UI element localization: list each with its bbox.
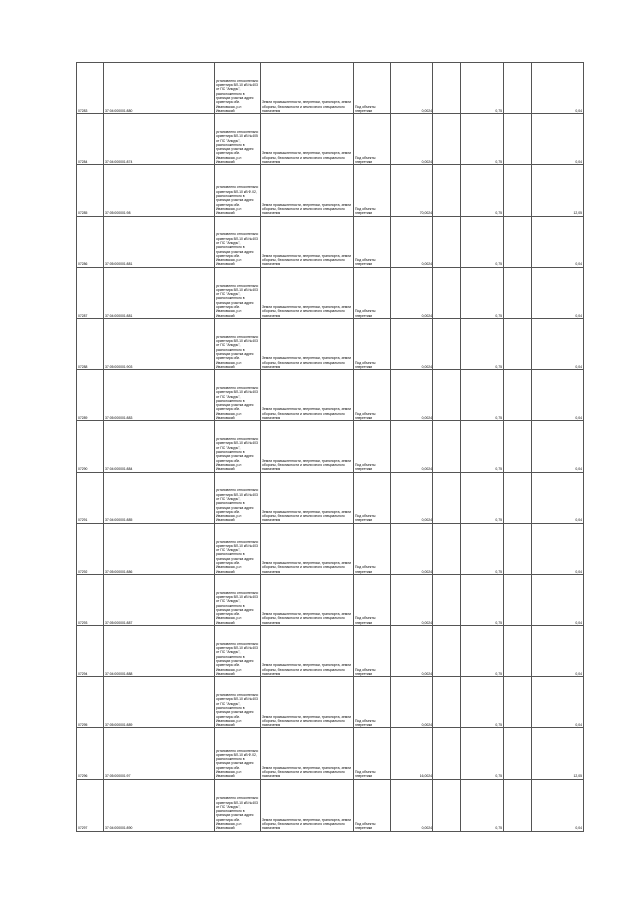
tax-rate-text: 0,75 xyxy=(495,826,502,831)
cadastral-number-cell xyxy=(104,63,215,114)
table-row xyxy=(77,63,584,114)
area-cell xyxy=(391,472,433,523)
cadastral-number-text: 37:04:000001:885 xyxy=(105,518,133,523)
table-row xyxy=(77,677,584,728)
table-row xyxy=(77,421,584,472)
tax-amount-cell xyxy=(532,267,584,318)
empty-cell xyxy=(433,523,461,574)
land-category-text: Земли промышленности, энергетики, транспорта, земли обороны, безопасности и земли иного специального назначения xyxy=(262,817,352,831)
area-cell xyxy=(391,114,433,165)
empty-cell xyxy=(433,216,461,267)
tax-rate-text: 0,75 xyxy=(495,620,502,625)
location-description-text: установлено относительно ориентира ВЛ-10 кВ №403 от ПС "Анкурь", расположенного в границах участка адрес ориентира обл. Ивановская, р-н Ивановский xyxy=(216,283,259,318)
location-description-cell xyxy=(215,267,261,318)
permitted-use-text: Под объекты энергетики xyxy=(355,667,376,676)
row-number-text: 07292 xyxy=(78,569,88,574)
row-number-cell xyxy=(77,728,104,779)
empty-cell xyxy=(504,779,532,831)
cadastral-number-text: 37:04:000001:884 xyxy=(105,467,133,472)
land-category-text: Земли промышленности, энергетики, транспорта, земли обороны, безопасности и земли иного специального назначения xyxy=(262,202,352,216)
cadastral-number-text: 37:04:000001:890 xyxy=(105,826,133,831)
area-cell xyxy=(391,421,433,472)
permitted-use-text: Под объекты энергетики xyxy=(355,770,376,779)
land-category-cell xyxy=(261,626,354,677)
empty-cell xyxy=(504,677,532,728)
location-description-cell xyxy=(215,523,261,574)
tax-amount-cell xyxy=(532,523,584,574)
location-description-text: установлено относительно ориентира ВЛ-10 кВ №403 от ПС "Анкурь", расположенного в границах участка адрес ориентира обл. Ивановская, р-н Ивановский xyxy=(216,590,259,625)
empty-cell xyxy=(504,523,532,574)
tax-amount-text: 0,04 xyxy=(575,518,582,523)
cadastral-number-cell xyxy=(104,216,215,267)
empty-cell xyxy=(433,626,461,677)
area-cell xyxy=(391,574,433,625)
row-number-cell xyxy=(77,626,104,677)
area-text: 0,0024 xyxy=(421,518,432,523)
cadastral-number-cell xyxy=(104,677,215,728)
tax-rate-cell xyxy=(461,779,504,831)
row-number-cell xyxy=(77,318,104,369)
location-description-cell xyxy=(215,779,261,831)
area-text: 0,0024 xyxy=(421,826,432,831)
land-category-text: Земли промышленности, энергетики, транспорта, земли обороны, безопасности и земли иного специального назначения xyxy=(262,612,352,625)
tax-rate-text: 0,75 xyxy=(495,723,502,728)
table-row xyxy=(77,318,584,369)
empty-cell xyxy=(433,318,461,369)
table-row xyxy=(77,574,584,625)
area-cell xyxy=(391,728,433,779)
row-number-text: 07283 xyxy=(78,108,88,113)
permitted-use-text: Под объекты энергетики xyxy=(355,360,376,369)
table-row xyxy=(77,472,584,523)
tax-amount-cell xyxy=(532,779,584,831)
tax-amount-cell xyxy=(532,472,584,523)
tax-amount-text: 0,04 xyxy=(575,620,582,625)
land-category-text: Земли промышленности, энергетики, транспорта, земли обороны, безопасности и земли иного специального назначения xyxy=(262,458,352,472)
land-category-cell xyxy=(261,216,354,267)
land-category-text: Земли промышленности, энергетики, транспорта, земли обороны, безопасности и земли иного специального назначения xyxy=(262,509,352,523)
land-category-cell xyxy=(261,472,354,523)
land-category-cell xyxy=(261,165,354,216)
location-description-text: установлено относительно ориентира ВЛ-10 кВ №403 от ПС "Анкурь", расположенного в границах участка адрес ориентира обл. Ивановская, р-н Ивановский xyxy=(216,488,259,523)
tax-amount-text: 0,04 xyxy=(575,723,582,728)
tax-amount-cell xyxy=(532,370,584,421)
row-number-text: 07295 xyxy=(78,723,88,728)
cadastral-number-cell xyxy=(104,421,215,472)
location-description-cell xyxy=(215,677,261,728)
row-number-text: 07286 xyxy=(78,262,88,267)
area-text: 0,0024 xyxy=(421,262,432,267)
row-number-text: 07287 xyxy=(78,313,88,318)
tax-amount-text: 12,05 xyxy=(573,774,582,779)
permitted-use-cell xyxy=(354,267,391,318)
empty-cell xyxy=(433,779,461,831)
location-description-cell xyxy=(215,63,261,114)
area-text: 0,0024 xyxy=(421,416,432,421)
cadastral-number-text: 37:05:000001:903 xyxy=(105,364,133,369)
row-number-cell xyxy=(77,216,104,267)
cadastral-number-text: 37:05:000001:887 xyxy=(105,620,133,625)
empty-cell xyxy=(504,728,532,779)
tax-rate-text: 0,75 xyxy=(495,416,502,421)
row-number-cell xyxy=(77,114,104,165)
tax-amount-text: 0,04 xyxy=(575,569,582,574)
cadastral-number-cell xyxy=(104,472,215,523)
permitted-use-text: Под объекты энергетики xyxy=(355,104,376,113)
permitted-use-cell xyxy=(354,216,391,267)
empty-cell xyxy=(433,677,461,728)
land-category-text: Земли промышленности, энергетики, транспорта, земли обороны, безопасности и земли иного специального назначения xyxy=(262,765,352,779)
tax-rate-cell xyxy=(461,370,504,421)
tax-amount-cell xyxy=(532,574,584,625)
empty-cell xyxy=(504,421,532,472)
area-cell xyxy=(391,370,433,421)
land-category-text: Земли промышленности, энергетики, транспорта, земли обороны, безопасности и земли иного специального назначения xyxy=(262,407,352,421)
area-cell xyxy=(391,216,433,267)
land-tax-table-page xyxy=(76,62,582,832)
area-text: 0,0024 xyxy=(421,620,432,625)
location-description-text: установлено относительно ориентира ВЛ-10 кВ №403 от ПС "Анкурь", расположенного в границах участка адрес ориентира обл. Ивановская, р-н Ивановский xyxy=(216,796,259,831)
tax-rate-text: 0,75 xyxy=(495,160,502,165)
tax-rate-cell xyxy=(461,216,504,267)
table-row xyxy=(77,728,584,779)
cadastral-number-text: 37:04:000001:888 xyxy=(105,671,133,676)
row-number-text: 07297 xyxy=(78,826,88,831)
area-cell xyxy=(391,626,433,677)
empty-cell xyxy=(504,574,532,625)
land-category-text: Земли промышленности, энергетики, транспорта, земли обороны, безопасности и земли иного специального назначения xyxy=(262,560,352,574)
land-category-cell xyxy=(261,523,354,574)
row-number-text: 07291 xyxy=(78,518,88,523)
permitted-use-text: Под объекты энергетики xyxy=(355,258,376,267)
table-row xyxy=(77,267,584,318)
location-description-text: установлено относительно ориентира ВЛ-10 кВ №403 от ПС "Анкурь", расположенного в границах участка адрес ориентира обл. Ивановская, р-н Ивановский xyxy=(216,385,259,421)
tax-rate-text: 0,75 xyxy=(495,671,502,676)
tax-amount-text: 0,04 xyxy=(575,313,582,318)
row-number-cell xyxy=(77,370,104,421)
area-cell xyxy=(391,318,433,369)
land-category-cell xyxy=(261,370,354,421)
land-category-text: Земли промышленности, энергетики, транспорта, земли обороны, безопасности и земли иного специального назначения xyxy=(262,356,352,369)
tax-rate-cell xyxy=(461,114,504,165)
tax-amount-text: 0,04 xyxy=(575,826,582,831)
empty-cell xyxy=(433,728,461,779)
tax-rate-cell xyxy=(461,63,504,114)
row-number-cell xyxy=(77,574,104,625)
cadastral-number-text: 37:05:000001:98 xyxy=(105,211,131,216)
tax-amount-cell xyxy=(532,165,584,216)
area-text: 0,0024 xyxy=(421,108,432,113)
area-text: 0,0024 xyxy=(421,671,432,676)
tax-amount-text: 0,04 xyxy=(575,467,582,472)
area-text: 0,0024 xyxy=(421,467,432,472)
location-description-cell xyxy=(215,370,261,421)
table-row xyxy=(77,370,584,421)
area-text: 0,0024 xyxy=(421,569,432,574)
land-category-cell xyxy=(261,677,354,728)
permitted-use-cell xyxy=(354,114,391,165)
table-row xyxy=(77,165,584,216)
permitted-use-text: Под объекты энергетики xyxy=(355,616,376,625)
tax-amount-text: 0,04 xyxy=(575,671,582,676)
location-description-cell xyxy=(215,114,261,165)
area-text: 0,0024 xyxy=(421,364,432,369)
location-description-cell xyxy=(215,421,261,472)
permitted-use-text: Под объекты энергетики xyxy=(355,514,376,523)
empty-cell xyxy=(433,267,461,318)
empty-cell xyxy=(504,267,532,318)
row-number-cell xyxy=(77,267,104,318)
area-cell xyxy=(391,779,433,831)
row-number-cell xyxy=(77,165,104,216)
cadastral-number-cell xyxy=(104,318,215,369)
table-body xyxy=(77,63,584,832)
cadastral-number-cell xyxy=(104,574,215,625)
land-category-text: Земли промышленности, энергетики, транспорта, земли обороны, безопасности и земли иного специального назначения xyxy=(262,253,352,267)
land-category-cell xyxy=(261,779,354,831)
area-cell xyxy=(391,677,433,728)
empty-cell xyxy=(504,216,532,267)
empty-cell xyxy=(433,472,461,523)
row-number-text: 07284 xyxy=(78,160,88,165)
row-number-cell xyxy=(77,677,104,728)
permitted-use-cell xyxy=(354,165,391,216)
location-description-cell xyxy=(215,165,261,216)
table-row xyxy=(77,779,584,831)
permitted-use-cell xyxy=(354,523,391,574)
location-description-cell xyxy=(215,574,261,625)
cadastral-number-text: 37:04:000001:874 xyxy=(105,160,133,165)
tax-amount-text: 0,04 xyxy=(575,108,582,113)
table-row xyxy=(77,114,584,165)
empty-cell xyxy=(433,165,461,216)
empty-cell xyxy=(504,114,532,165)
tax-rate-cell xyxy=(461,728,504,779)
land-category-cell xyxy=(261,574,354,625)
tax-rate-cell xyxy=(461,574,504,625)
permitted-use-cell xyxy=(354,421,391,472)
land-category-cell xyxy=(261,318,354,369)
tax-rate-text: 0,75 xyxy=(495,262,502,267)
permitted-use-cell xyxy=(354,370,391,421)
permitted-use-text: Под объекты энергетики xyxy=(355,462,376,472)
tax-rate-cell xyxy=(461,318,504,369)
permitted-use-text: Под объекты энергетики xyxy=(355,155,376,165)
tax-rate-text: 0,75 xyxy=(495,518,502,523)
cadastral-number-text: 37:05:000001:889 xyxy=(105,723,133,728)
area-text: 0,0024 xyxy=(421,160,432,165)
cadastral-number-text: 37:05:000001:97 xyxy=(105,774,131,779)
tax-rate-text: 0,75 xyxy=(495,364,502,369)
permitted-use-cell xyxy=(354,63,391,114)
location-description-cell xyxy=(215,626,261,677)
land-category-text: Земли промышленности, энергетики, транспорта, земли обороны, безопасности и земли иного специального назначения xyxy=(262,151,352,165)
tax-rate-cell xyxy=(461,165,504,216)
cadastral-number-cell xyxy=(104,523,215,574)
row-number-text: 07293 xyxy=(78,620,88,625)
empty-cell xyxy=(504,318,532,369)
permitted-use-text: Под объекты энергетики xyxy=(355,206,376,216)
permitted-use-cell xyxy=(354,779,391,831)
area-cell xyxy=(391,523,433,574)
tax-amount-text: 0,04 xyxy=(575,160,582,165)
empty-cell xyxy=(504,370,532,421)
cadastral-number-text: 37:04:000001:881 xyxy=(105,313,133,318)
tax-amount-cell xyxy=(532,63,584,114)
tax-rate-cell xyxy=(461,267,504,318)
land-category-cell xyxy=(261,63,354,114)
tax-amount-cell xyxy=(532,421,584,472)
row-number-cell xyxy=(77,421,104,472)
tax-rate-cell xyxy=(461,472,504,523)
permitted-use-cell xyxy=(354,728,391,779)
permitted-use-cell xyxy=(354,574,391,625)
tax-rate-cell xyxy=(461,523,504,574)
empty-cell xyxy=(433,370,461,421)
location-description-cell xyxy=(215,216,261,267)
tax-rate-text: 0,75 xyxy=(495,774,502,779)
row-number-cell xyxy=(77,472,104,523)
tax-rate-text: 0,75 xyxy=(495,313,502,318)
tax-amount-cell xyxy=(532,318,584,369)
row-number-text: 07289 xyxy=(78,416,88,421)
location-description-text: установлено относительно ориентира ВЛ-10 кВ Ф.02, расположенного в границах участка адрес ориентира обл. Ивановская, р-н Ивановский xyxy=(216,185,259,216)
permitted-use-text: Под объекты энергетики xyxy=(355,565,376,574)
empty-cell xyxy=(504,165,532,216)
location-description-text: установлено относительно ориентира ВЛ-10 кВ №405 от ПС "Анкурь", расположенного в границах участка адрес ориентира обл. Ивановская, р-н Ивановский xyxy=(216,130,259,165)
tax-amount-cell xyxy=(532,216,584,267)
cadastral-number-cell xyxy=(104,626,215,677)
tax-amount-cell xyxy=(532,728,584,779)
cadastral-number-text: 37:04:000001:880 xyxy=(105,108,133,113)
row-number-text: 07285 xyxy=(78,211,88,216)
location-description-text: установлено относительно ориентира ВЛ-10 кВ Ф.02, расположенного в границах участка адрес ориентира обл. Ивановская, р-н Ивановский xyxy=(216,748,259,779)
row-number-text: 07294 xyxy=(78,671,88,676)
tax-rate-text: 0,75 xyxy=(495,467,502,472)
permitted-use-cell xyxy=(354,626,391,677)
row-number-text: 07290 xyxy=(78,467,88,472)
row-number-cell xyxy=(77,63,104,114)
tax-amount-cell xyxy=(532,114,584,165)
cadastral-number-text: 37:05:000001:881 xyxy=(105,262,133,267)
table-row xyxy=(77,523,584,574)
land-category-text: Земли промышленности, энергетики, транспорта, земли обороны, безопасности и земли иного специального назначения xyxy=(262,663,352,676)
empty-cell xyxy=(433,574,461,625)
cadastral-number-text: 37:05:000001:886 xyxy=(105,569,133,574)
land-category-cell xyxy=(261,728,354,779)
land-category-cell xyxy=(261,421,354,472)
tax-rate-cell xyxy=(461,421,504,472)
location-description-text: установлено относительно ориентира ВЛ-10 кВ №403 от ПС "Анкурь", расположенного в границах участка адрес ориентира обл. Ивановская, р-н Ивановский xyxy=(216,437,259,472)
tax-amount-cell xyxy=(532,677,584,728)
location-description-text: установлено относительно ориентира ВЛ-10 кВ №403 от ПС "Анкурь", расположенного в границах участка адрес ориентира обл. Ивановская, р-н Ивановский xyxy=(216,78,259,113)
empty-cell xyxy=(504,63,532,114)
empty-cell xyxy=(504,626,532,677)
row-number-text: 07296 xyxy=(78,774,88,779)
permitted-use-text: Под объекты энергетики xyxy=(355,411,376,421)
cadastral-number-text: 37:05:000001:883 xyxy=(105,416,133,421)
permitted-use-text: Под объекты энергетики xyxy=(355,718,376,728)
empty-cell xyxy=(433,114,461,165)
cadastral-number-cell xyxy=(104,779,215,831)
cadastral-number-cell xyxy=(104,370,215,421)
row-number-cell xyxy=(77,779,104,831)
area-text: 70,0024 xyxy=(419,211,432,216)
land-category-text: Земли промышленности, энергетики, транспорта, земли обороны, безопасности и земли иного специального назначения xyxy=(262,714,352,728)
table-row xyxy=(77,216,584,267)
area-text: 0,0024 xyxy=(421,313,432,318)
land-category-text: Земли промышленности, энергетики, транспорта, земли обороны, безопасности и земли иного специального назначения xyxy=(262,100,352,113)
cadastral-number-cell xyxy=(104,114,215,165)
land-plots-table xyxy=(76,62,584,832)
location-description-cell xyxy=(215,472,261,523)
row-number-text: 07288 xyxy=(78,364,88,369)
tax-amount-cell xyxy=(532,626,584,677)
tax-amount-text: 12,05 xyxy=(573,211,582,216)
tax-rate-text: 0,75 xyxy=(495,108,502,113)
area-cell xyxy=(391,267,433,318)
area-cell xyxy=(391,165,433,216)
permitted-use-cell xyxy=(354,677,391,728)
area-text: 0,0024 xyxy=(421,723,432,728)
cadastral-number-cell xyxy=(104,728,215,779)
location-description-text: установлено относительно ориентира ВЛ-10 кВ №403 от ПС "Анкурь", расположенного в границах участка адрес ориентира обл. Ивановская, р-н Ивановский xyxy=(216,334,259,369)
location-description-text: установлено относительно ориентира ВЛ-10 кВ №403 от ПС "Анкурь", расположенного в границах участка адрес ориентира обл. Ивановская, р-н Ивановский xyxy=(216,693,259,728)
tax-amount-text: 0,04 xyxy=(575,262,582,267)
area-text: 16,0024 xyxy=(419,774,432,779)
permitted-use-text: Под объекты энергетики xyxy=(355,309,376,318)
tax-rate-cell xyxy=(461,626,504,677)
empty-cell xyxy=(433,421,461,472)
location-description-text: установлено относительно ориентира ВЛ-10 кВ №403 от ПС "Анкурь", расположенного в границах участка адрес ориентира обл. Ивановская, р-н Ивановский xyxy=(216,539,259,574)
location-description-cell xyxy=(215,728,261,779)
cadastral-number-cell xyxy=(104,165,215,216)
land-category-cell xyxy=(261,267,354,318)
permitted-use-cell xyxy=(354,472,391,523)
permitted-use-text: Под объекты энергетики xyxy=(355,822,376,831)
tax-amount-text: 0,04 xyxy=(575,364,582,369)
tax-amount-text: 0,04 xyxy=(575,416,582,421)
area-cell xyxy=(391,63,433,114)
empty-cell xyxy=(504,472,532,523)
empty-cell xyxy=(433,63,461,114)
tax-rate-text: 0,75 xyxy=(495,211,502,216)
cadastral-number-cell xyxy=(104,267,215,318)
location-description-cell xyxy=(215,318,261,369)
tax-rate-text: 0,75 xyxy=(495,569,502,574)
location-description-text: установлено относительно ориентира ВЛ-10 кВ №403 от ПС "Анкурь", расположенного в границах участка адрес ориентира обл. Ивановская, р-н Ивановский xyxy=(216,232,259,267)
table-row xyxy=(77,626,584,677)
tax-rate-cell xyxy=(461,677,504,728)
row-number-cell xyxy=(77,523,104,574)
permitted-use-cell xyxy=(354,318,391,369)
land-category-cell xyxy=(261,114,354,165)
land-category-text: Земли промышленности, энергетики, транспорта, земли обороны, безопасности и земли иного специального назначения xyxy=(262,305,352,318)
location-description-text: установлено относительно ориентира ВЛ-10 кВ №403 от ПС "Анкурь", расположенного в границах участка адрес ориентира обл. Ивановская, р-н Ивановский xyxy=(216,641,259,676)
